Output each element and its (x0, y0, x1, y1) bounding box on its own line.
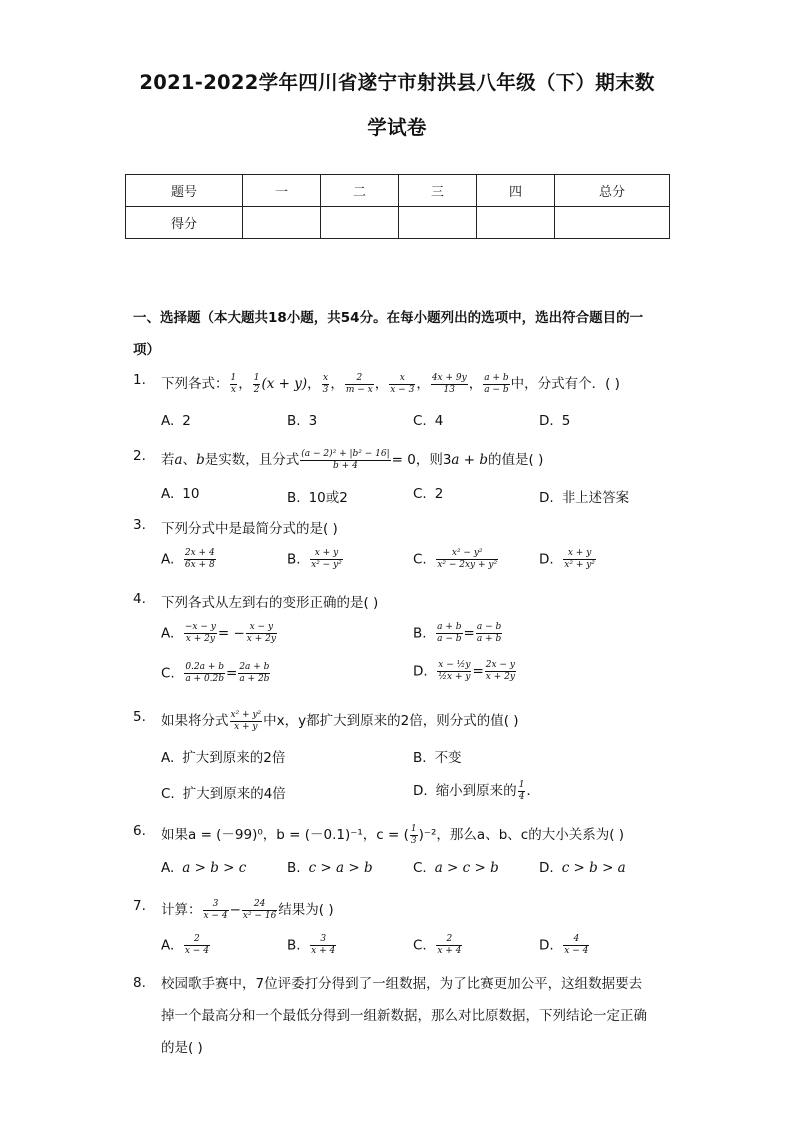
question-text: 下列各式从左到右的变形正确的是( ) (161, 595, 379, 611)
option-a[interactable]: A. $\frac{-x - y}{x + 2y}$ = − $\frac{x - y}{x + 2y}$ (161, 622, 276, 644)
option-b[interactable]: B. c > a > b (287, 860, 373, 876)
option-c[interactable]: C. $\frac{2}{x + 4}$ (413, 934, 462, 956)
score-header-cell: 二 (321, 175, 399, 207)
option-a[interactable]: A. 扩大到原来的2倍 (161, 750, 286, 766)
option-a[interactable]: A. 2 (161, 413, 191, 429)
option-c[interactable]: C. a > c > b (413, 860, 499, 876)
option-d[interactable]: D. c > b > a (539, 860, 626, 876)
question-number: 5. (133, 709, 146, 725)
score-header-cell: 总分 (555, 175, 670, 207)
option-c[interactable]: C. 2 (413, 486, 444, 502)
option-a[interactable]: A. a > b > c (161, 860, 247, 876)
option-b[interactable]: B. $\frac{3}{x + 4}$ (287, 934, 336, 956)
score-table-score-row (126, 207, 670, 239)
question-number: 3. (133, 517, 146, 533)
option-c[interactable]: C. $\frac{\text{x² − y²}}{\text{x² − 2xy + y²}}$ (413, 548, 498, 570)
question-number: 2. (133, 448, 146, 464)
question-number: 8. (133, 975, 146, 991)
score-table (125, 174, 670, 239)
question-number: 6. (133, 823, 146, 839)
score-cell[interactable] (243, 207, 321, 239)
question-number: 4. (133, 591, 146, 607)
option-d[interactable]: D. $\frac{\text{x − ½y}}{\text{½x + y}}$ = $\frac{2x - y}{x + 2y}$ (413, 660, 515, 682)
option-b[interactable]: B. 10或2 (287, 490, 348, 506)
score-cell[interactable] (399, 207, 477, 239)
exam-title-line1: 2021-2022学年四川省遂宁市射洪县八年级（下）期末数 (139, 71, 655, 94)
question-text: 下列分式中是最简分式的是( ) (161, 521, 338, 537)
question-text: 如果将分式 $\frac{\text{x² + y²}}{x + y}$ 中x，y都扩大到原来的2倍，则分式的值( ) (161, 709, 519, 732)
score-cell[interactable] (555, 207, 670, 239)
option-b[interactable]: B. 3 (287, 413, 318, 429)
score-table-header-row (126, 175, 670, 207)
score-cell[interactable] (321, 207, 399, 239)
option-a[interactable]: A. $\frac{2}{x - 4}$ (161, 934, 209, 956)
option-d[interactable]: D. 5 (539, 413, 571, 429)
question-text: 如果a = (－99)⁰，b = (－0.1)⁻¹，c = ( $\frac{1}{3}$ )⁻²，那么a、b、c的大小关系为( ) (161, 823, 625, 846)
score-header-cell: 一 (243, 175, 321, 207)
score-header-cell: 题号 (126, 175, 243, 207)
exam-title-line2: 学试卷 (367, 116, 427, 139)
option-d[interactable]: D. $\frac{4}{x - 4}$ (539, 934, 589, 956)
score-header-cell: 四 (477, 175, 555, 207)
question-number: 1. (133, 372, 146, 388)
question-text: 若a、b是实数，且分式 $\frac{\text{(a − 2)² + |b² − 16|}}{b + 4}$ = 0，则3a + b的值是( ) (161, 448, 544, 471)
section-heading-tail: 项） (133, 342, 160, 358)
option-d[interactable]: D. 缩小到原来的 $\frac{1}{4}$ . (413, 779, 531, 802)
option-c[interactable]: C. $\frac{0.2a + b}{a + 0.2b}$ = $\frac{2a + b}{a + 2b}$ (161, 662, 270, 684)
option-b[interactable]: B. 不变 (413, 750, 462, 766)
option-a[interactable]: A. 10 (161, 486, 200, 502)
question-text: 下列各式： $\frac{1}{x}$ ， $\frac{1}{2}$ (x + y)， $\frac{x}{3}$ ， $\frac{2}{m - x}$ ， $\frac{x}{x - 3}$ ， $\frac{4x + 9y}{13}$ ， $\frac{a + b}{a - b}$ 中，分式有个．( ) (161, 372, 620, 395)
option-d[interactable]: D. 非上述答案 (539, 490, 630, 506)
option-c[interactable]: C. 扩大到原来的4倍 (161, 786, 286, 802)
question-text: 计算： $\frac{3}{x - 4}$ − $\frac{24}{\text{x² − 16}}$ 结果为( ) (161, 898, 334, 921)
option-a[interactable]: A. $\frac{2x + 4}{6x + 8}$ (161, 548, 215, 570)
section-heading-text: 一、选择题（本大题共18小题，共54分。在每小题列出的选项中，选出符合题目的一 (133, 310, 644, 326)
section-heading (133, 302, 673, 366)
option-b[interactable]: B. $\frac{a + b}{a - b}$ = $\frac{a - b}{a + b}$ (413, 622, 502, 644)
question-number: 7. (133, 898, 146, 914)
score-cell[interactable] (477, 207, 555, 239)
option-d[interactable]: D. $\frac{x + y}{\text{x² + y²}}$ (539, 548, 595, 570)
score-header-cell: 三 (399, 175, 477, 207)
option-c[interactable]: C. 4 (413, 413, 444, 429)
question-8-text: 校园歌手赛中，7位评委打分得到了一组数据，为了比赛更加公平，这组数据要去 掉一个最高分和一个最低分得到一组新数据，那么对比原数据，下列结论一定正确 的是( ) (161, 976, 647, 1056)
option-b[interactable]: B. $\frac{x + y}{\text{x² − y²}}$ (287, 548, 342, 570)
score-row-label: 得分 (126, 207, 243, 239)
